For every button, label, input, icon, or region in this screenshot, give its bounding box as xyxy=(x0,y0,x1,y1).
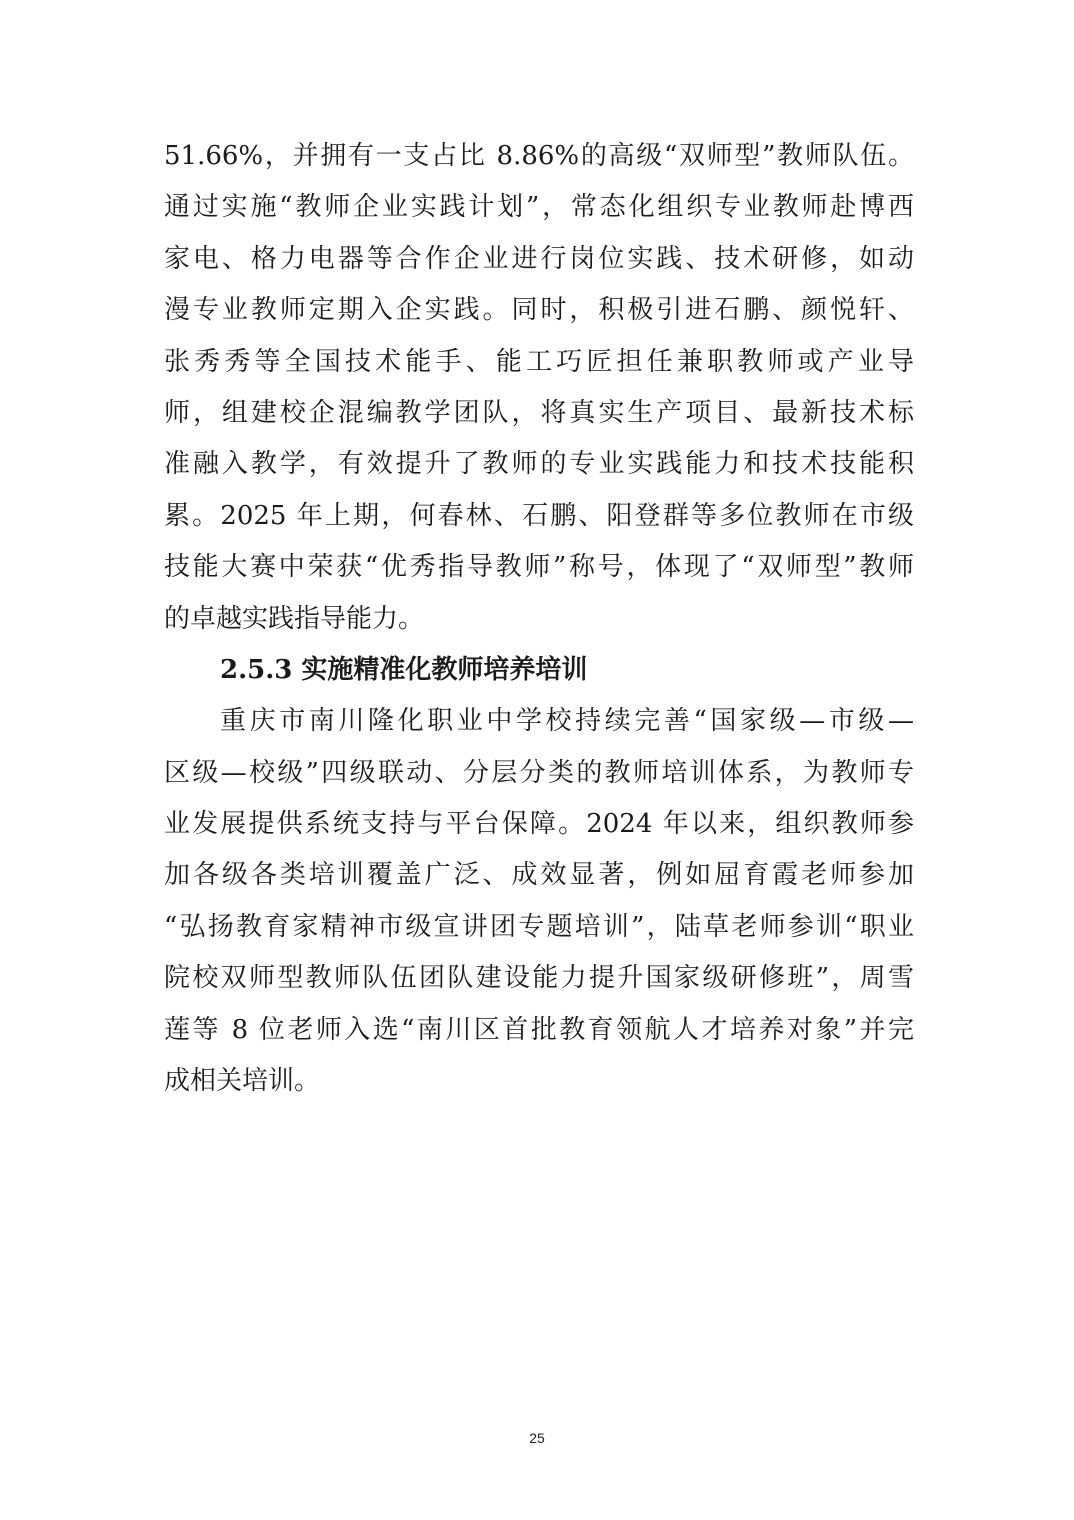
text-line: 51.66%，并拥有一支占比 8.86%的高级“双师型”教师队伍。 xyxy=(164,141,914,171)
text-line: 通过实施“教师企业实践计划”，常态化组织专业教师赴博西 xyxy=(164,192,914,223)
text-line: 加各级各类培训覆盖广泛、成效显著，例如屈育霞老师参加 xyxy=(164,860,914,891)
text-line: 家电、格力电器等合作企业进行岗位实践、技术研修，如动 xyxy=(164,243,914,274)
text-line: 业发展提供系统支持与平台保障。2024 年以来，组织教师参 xyxy=(164,809,914,840)
paragraph-teacher-practice xyxy=(164,131,914,1107)
text-line: 师，组建校企混编教学团队，将真实生产项目、最新技术标 xyxy=(164,397,914,428)
text-line: 准融入教学，有效提升了教师的专业实践能力和技术技能积 xyxy=(164,449,914,480)
text-line: 漫专业教师定期入企实践。同时，积极引进石鹏、颜悦轩、 xyxy=(164,295,914,326)
text-line: 院校双师型教师队伍团队建设能力提升国家级研修班”，周雪 xyxy=(164,963,914,994)
text-line: 区级—校级”四级联动、分层分类的教师培训体系，为教师专 xyxy=(164,757,914,788)
text-line: 技能大赛中荣获“优秀指导教师”称号，体现了“双师型”教师 xyxy=(164,552,914,583)
text-line: 成相关培训。 xyxy=(164,1066,321,1097)
text-line: 张秀秀等全国技术能手、能工巧匠担任兼职教师或产业导 xyxy=(164,346,914,377)
text-line: 的卓越实践指导能力。 xyxy=(164,603,425,634)
section-heading: 2.5.3 实施精准化教师培养培训 xyxy=(220,654,588,685)
text-line: 累。2025 年上期，何春林、石鹏、阳登群等多位教师在市级 xyxy=(164,500,914,531)
text-line: 莲等 8 位老师入选“南川区首批教育领航人才培养对象”并完 xyxy=(164,1014,914,1045)
text-line: “弘扬教育家精神市级宣讲团专题培训”，陆草老师参训“职业 xyxy=(164,911,914,942)
text-line: 重庆市南川隆化职业中学校持续完善“国家级—市级— xyxy=(220,706,914,737)
page-number: 25 xyxy=(529,1430,545,1446)
